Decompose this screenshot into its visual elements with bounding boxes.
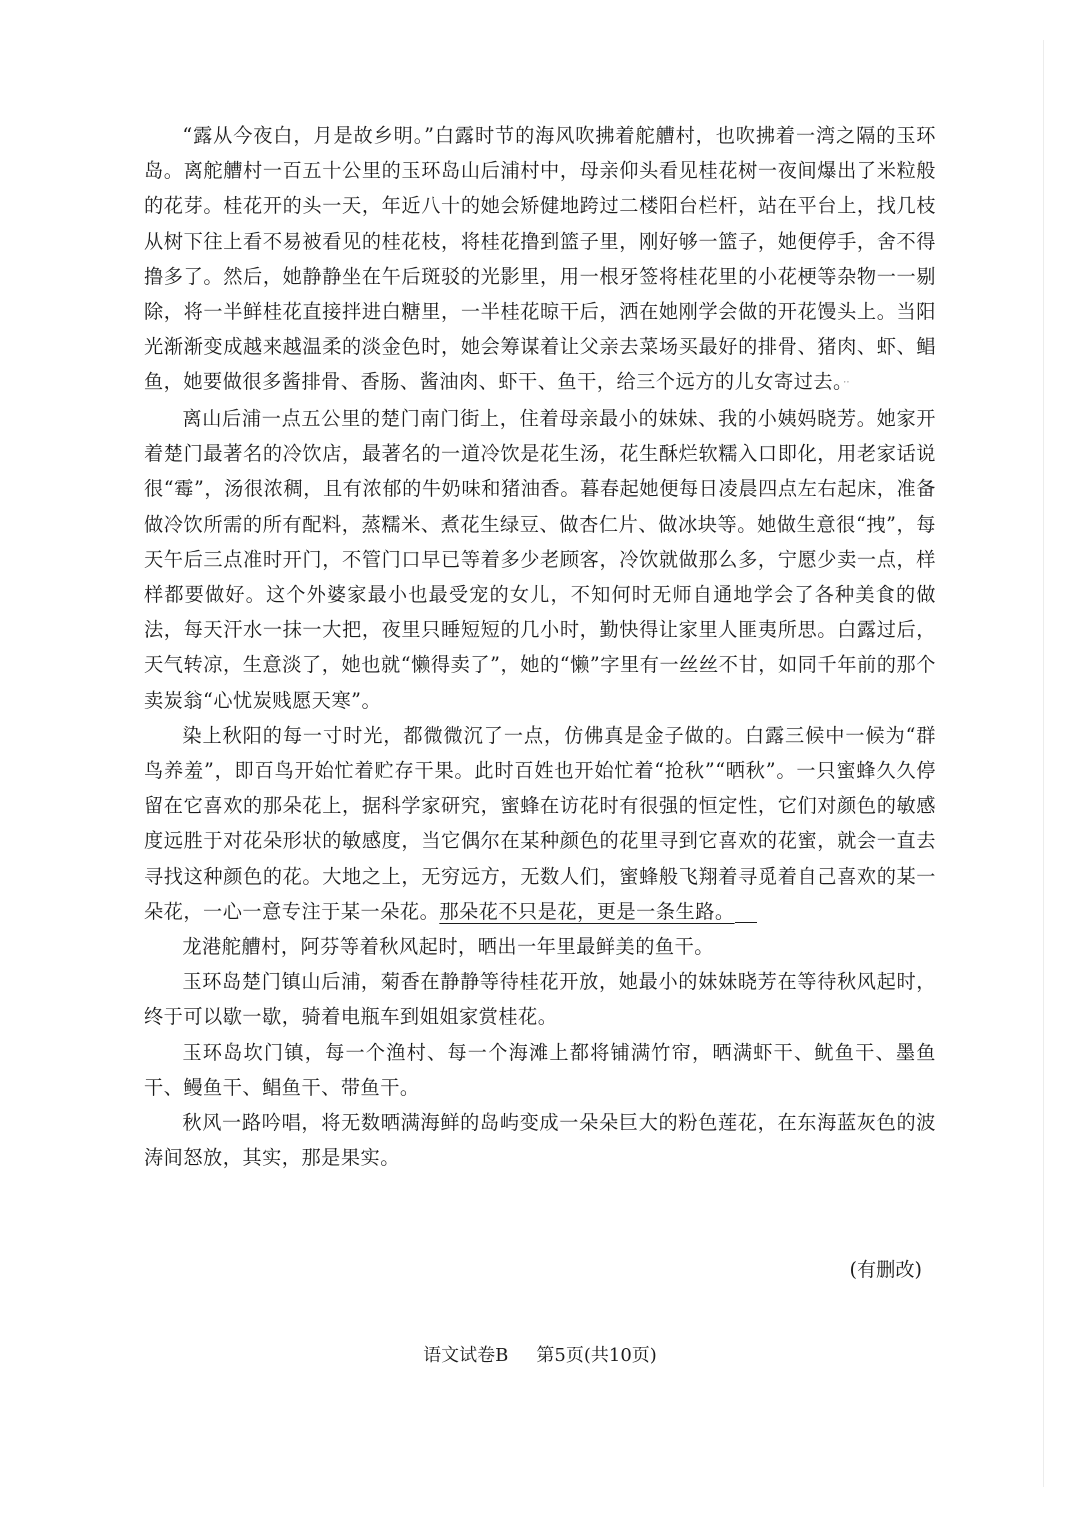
edit-note: (有删改) [849, 1258, 922, 1281]
paragraph-7: 秋风一路吟唱，将无数晒满海鲜的岛屿变成一朵朵巨大的粉色莲花，在东海蓝灰色的波涛间怒放，其实，那是果实。 [144, 1111, 936, 1170]
page-number: 第5页(共10页) [536, 1345, 657, 1366]
exam-name: 语文试卷B [423, 1345, 509, 1366]
paragraph-3 [144, 718, 936, 929]
paragraph-4: 龙港舵艚村，阿芬等着秋风起时，晒出一年里最鲜美的鱼干。 [182, 935, 714, 959]
underline-tail [735, 922, 757, 923]
paragraph-5: 玉环岛楚门镇山后浦，菊香在静静等待桂花开放，她最小的妹妹晓芳在等待秋风起时，终于可以歇一歇，骑着电瓶车到姐姐家赏桂花。 [144, 970, 936, 1029]
paragraph-3-text: 染上秋阳的每一寸时光，都微微沉了一点，仿佛真是金子做的。白露三候中一候为“群鸟养羞”，即百鸟开始忙着贮存干果。此时百姓也开始忙着“抢秋”“晒秋”。一只蜜蜂久久停留在它喜欢的那朵花上，据科学家研究，蜜蜂在访花时有很强的恒定性，它们对颜色的敏感度远胜于对花朵形状的敏感度，当它偶尔在某种颜色的花里寻到它喜欢的花蜜，就会一直去寻找这种颜色的花。大地之上，无穷远方，无数人们，蜜蜂般飞翔着寻觅着自己喜欢的某一朵花，一心一意专注于某一朵花。 [144, 723, 936, 923]
scan-speck: ·· [843, 377, 850, 389]
paragraph-1-text: “露从今夜白，月是故乡明。”白露时节的海风吹拂着舵艚村，也吹拂着一湾之隔的玉环岛。离舵艚村一百五十公里的玉环岛山后浦村中，母亲仰头看见桂花树一夜间爆出了米粒般的花芽。桂花开的头一天，年近八十的她会矫健地跨过二楼阳台栏杆，站在平台上，找几枝从树下往上看不易被看见的桂花枝，将桂花撸到篮子里，刚好够一篮子，她便停手，舍不得撸多了。然后，她静静坐在午后斑驳的光影里，用一根牙签将桂花里的小花梗等杂物一一剔除，将一半鲜桂花直接拌进白糖里，一半桂花晾干后，洒在她刚学会做的开花馒头上。当阳光渐渐变成越来越温柔的淡金色时，她会筹谋着让父亲去菜场买最好的排骨、猪肉、虾、鲳鱼，她要做很多酱排骨、香肠、酱油肉、虾干、鱼干，给三个远方的儿女寄过去。 [144, 124, 936, 394]
article-body [144, 118, 936, 1281]
paragraph-2: 离山后浦一点五公里的楚门南门街上，住着母亲最小的妹妹、我的小姨妈晓芳。她家开着楚门最著名的冷饮店，最著名的一道冷饮是花生汤，花生酥烂软糯入口即化，用老家话说很“霉”，汤很浓稠，且有浓郁的牛奶味和猪油香。暮春起她便每日凌晨四点左右起床，准备做冷饮所需的所有配料，蒸糯米、煮花生绿豆、做杏仁片、做冰块等。她做生意很“拽”，每天午后三点准时开门，不管门口早已等着多少老顾客，冷饮就做那么多，宁愿少卖一点，样样都要做好。这个外婆家最小也最受宠的女儿，不知何时无师自通地学会了各种美食的做法，每天汗水一抹一大把，夜里只睡短短的几小时，勤快得让家里人匪夷所思。白露过后，天气转凉，生意淡了，她也就“懒得卖了”，她的“懒”字里有一丝丝不甘，如同千年前的那个卖炭翁“心忧炭贱愿天寒”。 [144, 407, 936, 712]
paragraph-1 [144, 118, 936, 401]
paragraph-6: 玉环岛坎门镇，每一个渔村、每一个海滩上都将铺满竹帘，晒满虾干、鱿鱼干、墨鱼干、鳗鱼干、鲳鱼干、带鱼干。 [144, 1040, 936, 1099]
page-footer [0, 1342, 1080, 1370]
page-edge-line [1043, 40, 1044, 1487]
underlined-sentence: 那朵花不只是花，更是一条生路。 [439, 899, 735, 923]
